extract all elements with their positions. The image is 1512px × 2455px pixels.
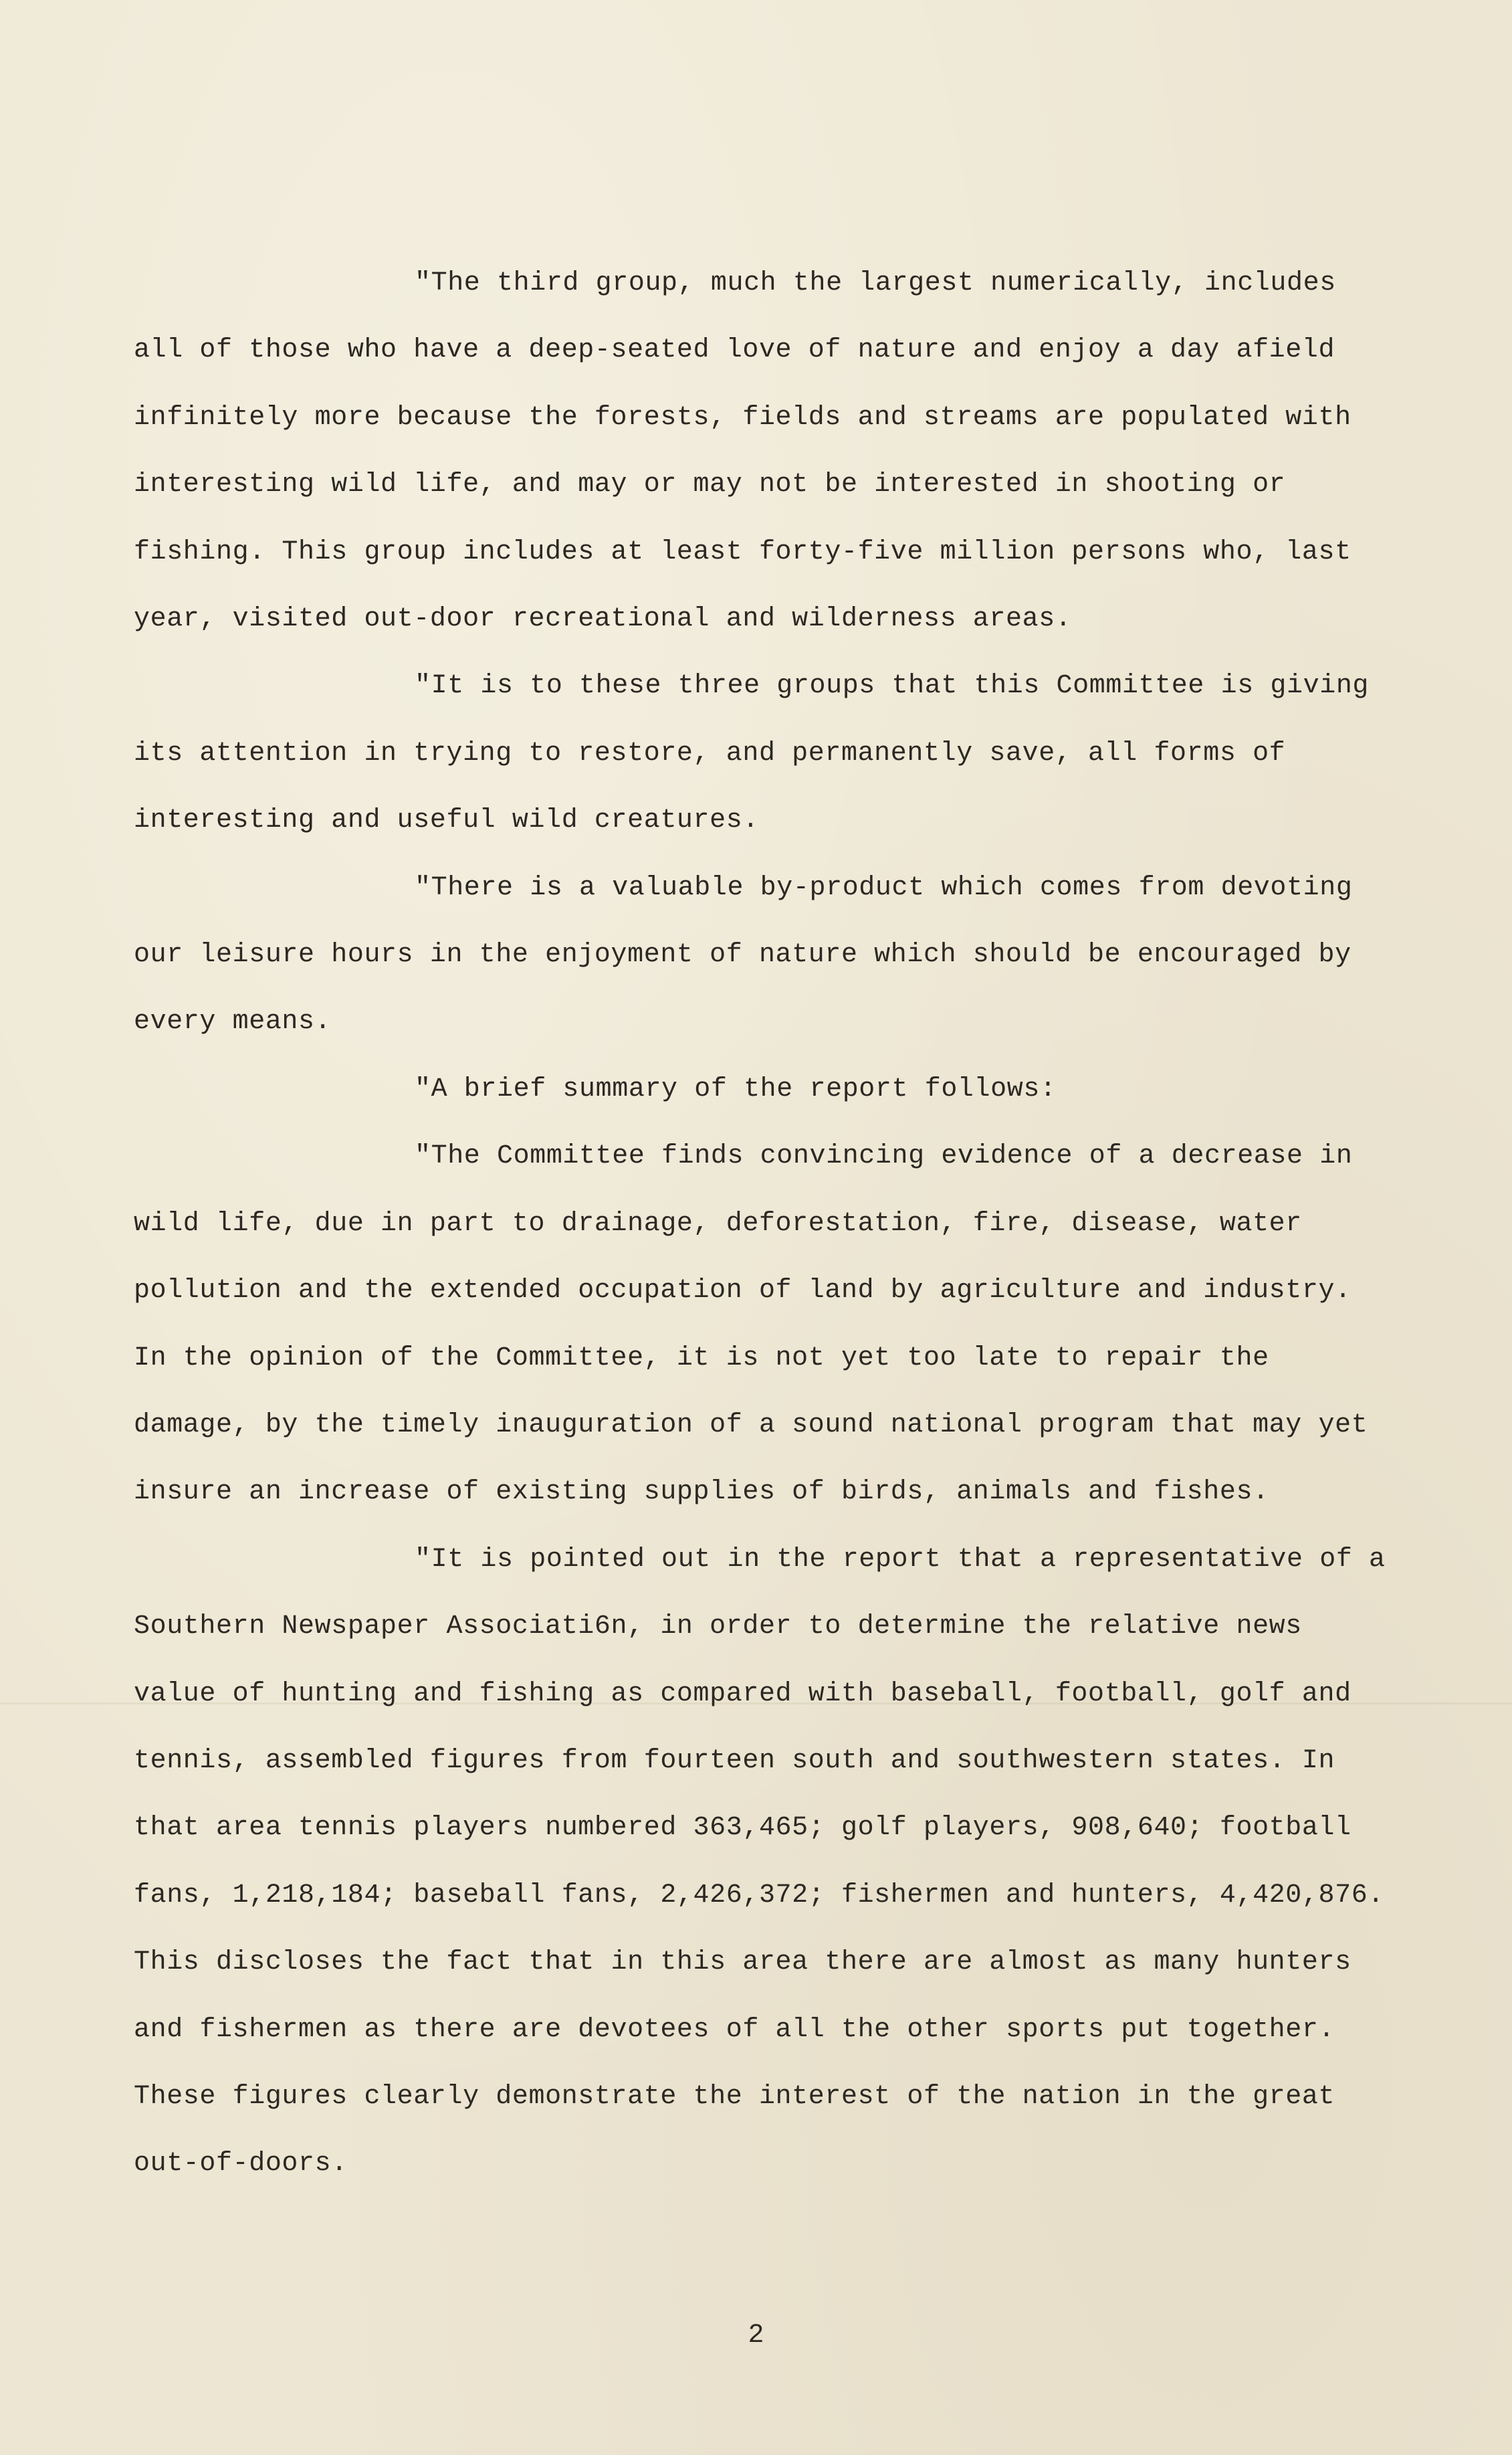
document-body: [134, 250, 1391, 2198]
paragraph-newspaper-figures: "It is pointed out in the report that a representative of a Southern Newspaper Associati6n, in order to determine the relative news value of hunting and fishing as compared with baseball, football, golf and tennis, assembled figures from fourteen south and southwestern states. In that area tennis players numbered 363,465; golf players, 908,640; football fans, 1,218,184; baseball fans, 2,426,372; fishermen and hunters, 4,420,876. This discloses the fact that in this area there are almost as many hunters and fishermen as there are devotees of all the other sports put together. These figures clearly demonstrate the interest of the nation in the great out-of-doors.: [134, 1544, 1386, 2179]
paragraph-three-groups: "It is to these three groups that this Committee is giving its attention in trying to restore, and permanently save, all forms of interesting and useful wild creatures.: [134, 671, 1370, 836]
paragraph-by-product: "There is a valuable by-product which comes from devoting our leisure hours in the enjoyment of nature which should be encouraged by every means.: [134, 872, 1353, 1038]
paragraph-summary-intro: "A brief summary of the report follows:: [415, 1074, 1057, 1104]
page-number: 2: [748, 2321, 764, 2351]
paragraph-third-group: "The third group, much the largest numerically, includes all of those who have a deep-seated love of nature and enjoy a day afield infinitely more because the forests, fields and streams are populated with interesting wild life, and may or may not be interested in shooting or fishing. This group includes at least forty-five million persons who, last year, visited out-door recreational and wilderness areas.: [134, 268, 1352, 635]
paragraph-committee-findings: "The Committee finds convincing evidence of a decrease in wild life, due in part to drainage, deforestation, fire, disease, water pollution and the extended occupation of land by agriculture and industry. In the opinion of the Committee, it is not yet too late to repair the damage, by the timely inauguration of a sound national program that may yet insure an increase of existing supplies of birds, animals and fishes.: [134, 1141, 1368, 1508]
